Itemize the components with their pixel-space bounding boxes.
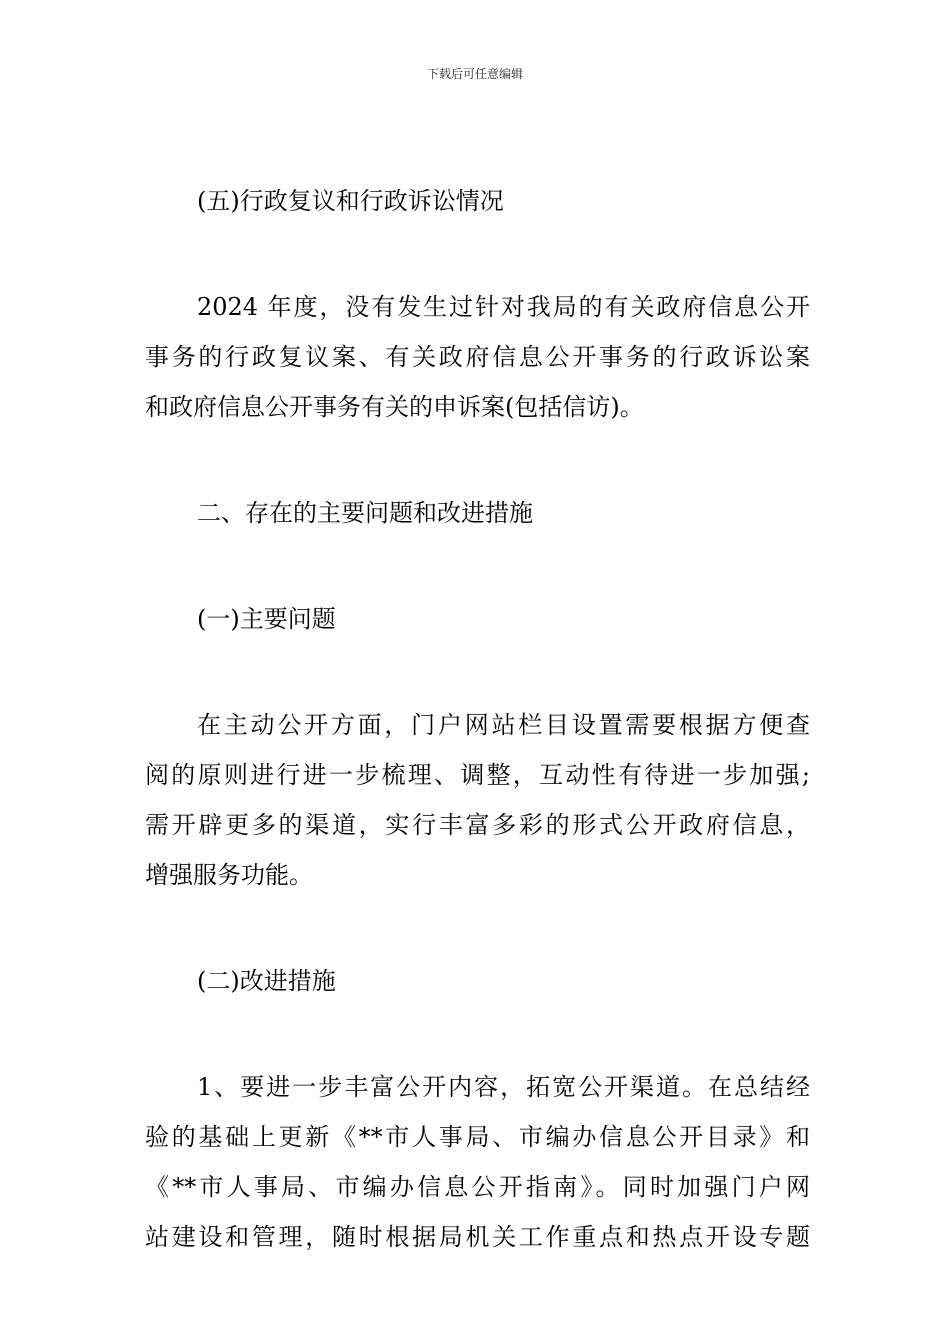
paragraph-line: 《**市人事局、市编办信息公开指南》。同时加强门户网 — [145, 1173, 810, 1201]
paragraph-line: 和政府信息公开事务有关的申诉案(包括信访)。 — [145, 393, 644, 421]
paragraph-line: 需开辟更多的渠道，实行丰富多彩的形式公开政府信息， — [145, 811, 810, 839]
paragraph-improvements — [145, 1062, 810, 1262]
paragraph-line: 2024 年度，没有发生过针对我局的有关政府信息公开 — [197, 293, 810, 321]
page-header-note: 下载后可任意编辑 — [426, 67, 523, 81]
subsection-heading-improvements: (二)改进措施 — [197, 967, 336, 995]
paragraph-line: 阅的原则进行进一步梳理、调整，互动性有待进一步加强; — [145, 761, 810, 789]
paragraph-line: 站建设和管理，随时根据局机关工作重点和热点开设专题 — [145, 1223, 810, 1251]
section-heading-admin-review: (五)行政复议和行政诉讼情况 — [197, 187, 504, 215]
paragraph-line: 1、要进一步丰富公开内容，拓宽公开渠道。在总结经 — [197, 1073, 810, 1101]
paragraph-line: 验的基础上更新《**市人事局、市编办信息公开目录》和 — [145, 1123, 810, 1151]
paragraph-main-problems — [145, 700, 810, 900]
section-heading-problems-measures: 二、存在的主要问题和改进措施 — [197, 499, 533, 527]
paragraph-line: 在主动公开方面，门户网站栏目设置需要根据方便查 — [197, 711, 810, 739]
subsection-heading-main-problems: (一)主要问题 — [197, 605, 336, 633]
paragraph-line: 增强服务功能。 — [145, 861, 313, 889]
paragraph-line: 事务的行政复议案、有关政府信息公开事务的行政诉讼案 — [145, 343, 810, 371]
document-body — [145, 176, 810, 1262]
paragraph-admin-review — [145, 282, 810, 432]
